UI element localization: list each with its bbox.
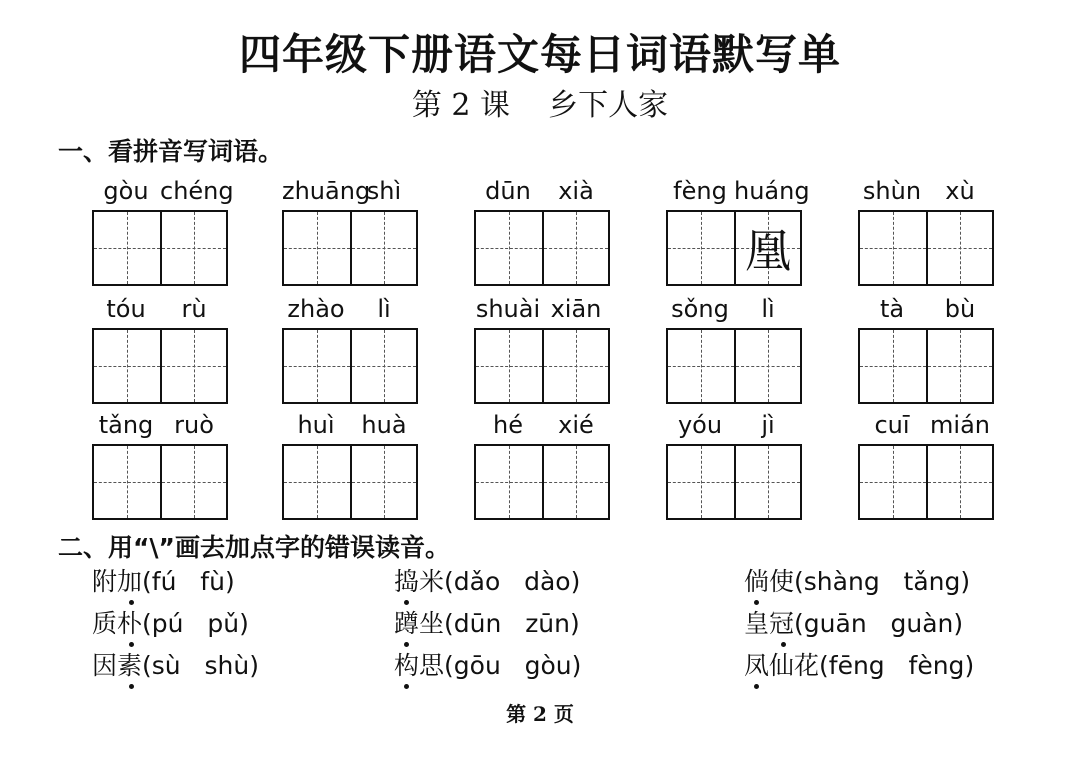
word-item: [858, 294, 994, 414]
writing-box[interactable]: [94, 330, 160, 402]
word-item: [282, 176, 418, 296]
writing-box[interactable]: [284, 330, 350, 402]
writing-box[interactable]: [734, 212, 800, 284]
pinyin-label: yóu: [677, 411, 723, 439]
writing-box[interactable]: [734, 446, 800, 518]
writing-box-pair: [474, 444, 610, 520]
question-word: 捣米: [394, 567, 445, 596]
word-item: [474, 410, 610, 530]
writing-box[interactable]: [160, 446, 226, 518]
reading-option[interactable]: gōu: [453, 651, 501, 680]
word-item: [858, 410, 994, 530]
writing-box[interactable]: [668, 330, 734, 402]
pinyin-label: tóu: [106, 295, 146, 323]
pinyin-label: fèng: [673, 177, 727, 205]
writing-box[interactable]: [476, 330, 542, 402]
pinyin-label: huì: [297, 411, 335, 439]
pinyin-label: hé: [493, 411, 523, 439]
emphasis-dot: [404, 642, 409, 647]
pinyin-label: dūn: [485, 177, 531, 205]
word-item: [474, 176, 610, 296]
filled-char: [544, 330, 608, 402]
writing-box[interactable]: [542, 330, 608, 402]
filled-char: [476, 212, 542, 284]
filled-char: [476, 446, 542, 518]
reading-option[interactable]: pú: [151, 609, 184, 638]
reading-option[interactable]: zūn: [525, 609, 570, 638]
writing-box[interactable]: [926, 330, 992, 402]
pinyin-label: bù: [944, 295, 976, 323]
word-item: [666, 410, 802, 530]
filled-char: [94, 330, 160, 402]
emphasis-dot: [404, 684, 409, 689]
pinyin-label: chéng: [160, 177, 234, 205]
writing-box[interactable]: [926, 212, 992, 284]
reading-option[interactable]: dūn: [453, 609, 502, 638]
question-word: 凤仙花: [744, 651, 820, 680]
writing-box-pair: [666, 444, 802, 520]
section2-heading: 二、用“\”画去加点字的错误读音。: [58, 533, 450, 562]
writing-box[interactable]: [860, 330, 926, 402]
filled-char: [352, 446, 416, 518]
writing-box[interactable]: [734, 330, 800, 402]
writing-box[interactable]: [160, 212, 226, 284]
pinyin-label: tǎng: [98, 411, 154, 439]
reading-option[interactable]: dǎo: [453, 567, 501, 596]
pronunciation-question: 皇冠(guān guàn): [744, 608, 963, 640]
writing-box[interactable]: [160, 330, 226, 402]
writing-box[interactable]: [542, 446, 608, 518]
word-item: [858, 176, 994, 296]
writing-box-pair: [858, 328, 994, 404]
pinyin-label: tà: [879, 295, 905, 323]
pronunciation-question: 蹲坐(dūn zūn): [394, 608, 580, 640]
pronunciation-question: 质朴(pú pǔ): [92, 608, 249, 640]
writing-box[interactable]: [350, 330, 416, 402]
pinyin-label: huà: [361, 411, 407, 439]
reading-option[interactable]: sù: [151, 651, 181, 680]
writing-box-pair: [92, 210, 228, 286]
writing-box[interactable]: [542, 212, 608, 284]
word-item: [92, 294, 228, 414]
writing-box-pair: [282, 328, 418, 404]
writing-box-pair: [92, 444, 228, 520]
pinyin-label: zhào: [287, 295, 345, 323]
filled-char: [860, 330, 926, 402]
filled-char: [928, 212, 992, 284]
pinyin-label: xù: [945, 177, 975, 205]
writing-box-pair: [474, 210, 610, 286]
emphasis-dot: [404, 600, 409, 605]
emphasis-dot: [754, 600, 759, 605]
pinyin-label: shuài: [475, 295, 541, 323]
writing-box-pair: [474, 328, 610, 404]
filled-char: [162, 212, 226, 284]
word-item: [666, 294, 802, 414]
writing-box[interactable]: [350, 212, 416, 284]
pinyin-label: xià: [558, 177, 594, 205]
reading-option[interactable]: dào: [524, 567, 571, 596]
filled-char: [860, 212, 926, 284]
reading-option[interactable]: gòu: [524, 651, 572, 680]
filled-char: [544, 446, 608, 518]
reading-option[interactable]: pǔ: [207, 609, 240, 638]
reading-option[interactable]: guān: [803, 609, 867, 638]
filled-char: [94, 212, 160, 284]
pinyin-label: cuī: [874, 411, 910, 439]
section1-heading: 一、看拼音写词语。: [58, 137, 284, 166]
filled-char: [928, 446, 992, 518]
reading-option[interactable]: fú: [151, 567, 177, 596]
page-title: 四年级下册语文每日词语默写单: [238, 30, 841, 79]
word-item: [282, 410, 418, 530]
filled-char: [928, 330, 992, 402]
writing-box-pair: [282, 444, 418, 520]
pinyin-label: rù: [181, 295, 207, 323]
pinyin-label: lì: [377, 295, 391, 323]
pinyin-label: shì: [366, 177, 402, 205]
question-word: 皇冠: [744, 609, 795, 638]
writing-box[interactable]: [668, 446, 734, 518]
word-item: [92, 176, 234, 296]
pinyin-label: jì: [761, 411, 775, 439]
filled-char: [284, 212, 350, 284]
pronunciation-question: 构思(gōu gòu): [394, 650, 581, 682]
pronunciation-question: 附加(fú fù): [92, 566, 235, 598]
filled-char: [352, 330, 416, 402]
writing-box[interactable]: [284, 446, 350, 518]
filled-char: [284, 446, 350, 518]
filled-char: [162, 330, 226, 402]
writing-box[interactable]: [94, 446, 160, 518]
pronunciation-question: 因素(sù shù): [92, 650, 259, 682]
question-word: 构思: [394, 651, 445, 680]
writing-box[interactable]: [476, 212, 542, 284]
word-item: [92, 410, 228, 530]
writing-box[interactable]: [926, 446, 992, 518]
pronunciation-question: 凤仙花(fēng fèng): [744, 650, 974, 682]
word-item: [666, 176, 810, 296]
filled-char: [668, 330, 734, 402]
lesson-subtitle: 第 2 课 乡下人家: [411, 88, 669, 123]
filled-char: [162, 446, 226, 518]
pinyin-label: xiān: [550, 295, 602, 323]
writing-box[interactable]: [476, 446, 542, 518]
writing-box[interactable]: [350, 446, 416, 518]
reading-option[interactable]: shàng: [803, 567, 880, 596]
emphasis-dot: [754, 684, 759, 689]
filled-char: [284, 330, 350, 402]
filled-char: [668, 446, 734, 518]
writing-box-pair: [858, 444, 994, 520]
filled-char: [860, 446, 926, 518]
pronunciation-question: 倘使(shàng tǎng): [744, 566, 970, 598]
emphasis-dot: [129, 684, 134, 689]
pronunciation-question: 捣米(dǎo dào): [394, 566, 580, 598]
writing-box-pair: [282, 210, 418, 286]
filled-char: [668, 212, 734, 284]
reading-option[interactable]: guàn: [890, 609, 954, 638]
reading-option[interactable]: shù: [204, 651, 250, 680]
writing-box-pair: [858, 210, 994, 286]
emphasis-dot: [129, 642, 134, 647]
writing-box[interactable]: [284, 212, 350, 284]
pinyin-label: shùn: [862, 177, 922, 205]
filled-char: 凰: [745, 224, 791, 278]
emphasis-dot: [781, 642, 786, 647]
writing-box[interactable]: [94, 212, 160, 284]
writing-box[interactable]: [668, 212, 734, 284]
pinyin-label: ruò: [174, 411, 214, 439]
pinyin-label: mián: [930, 411, 990, 439]
question-word: 附加: [92, 567, 143, 596]
pinyin-label: zhuāng: [282, 177, 371, 205]
pinyin-label: gòu: [103, 177, 149, 205]
filled-char: [352, 212, 416, 284]
question-word: 蹲坐: [394, 609, 445, 638]
pinyin-label: sǒng: [671, 295, 729, 323]
reading-option[interactable]: fù: [200, 567, 225, 596]
pinyin-label: huáng: [734, 177, 810, 205]
pinyin-label: lì: [761, 295, 775, 323]
question-word: 因素: [92, 651, 143, 680]
writing-box-pair: [666, 210, 802, 286]
word-item: [474, 294, 610, 414]
question-word: 倘使: [744, 567, 795, 596]
writing-box[interactable]: [860, 446, 926, 518]
pinyin-label: xié: [558, 411, 594, 439]
writing-box[interactable]: [860, 212, 926, 284]
page-number: 第 2 页: [506, 702, 574, 726]
filled-char: [736, 446, 800, 518]
word-item: [282, 294, 418, 414]
reading-option[interactable]: fèng: [908, 651, 965, 680]
emphasis-dot: [129, 600, 134, 605]
filled-char: [94, 446, 160, 518]
filled-char: [736, 330, 800, 402]
reading-option[interactable]: tǎng: [903, 567, 961, 596]
filled-char: [544, 212, 608, 284]
filled-char: [476, 330, 542, 402]
reading-option[interactable]: fēng: [828, 651, 885, 680]
writing-box-pair: [666, 328, 802, 404]
writing-box-pair: [92, 328, 228, 404]
question-word: 质朴: [92, 609, 143, 638]
